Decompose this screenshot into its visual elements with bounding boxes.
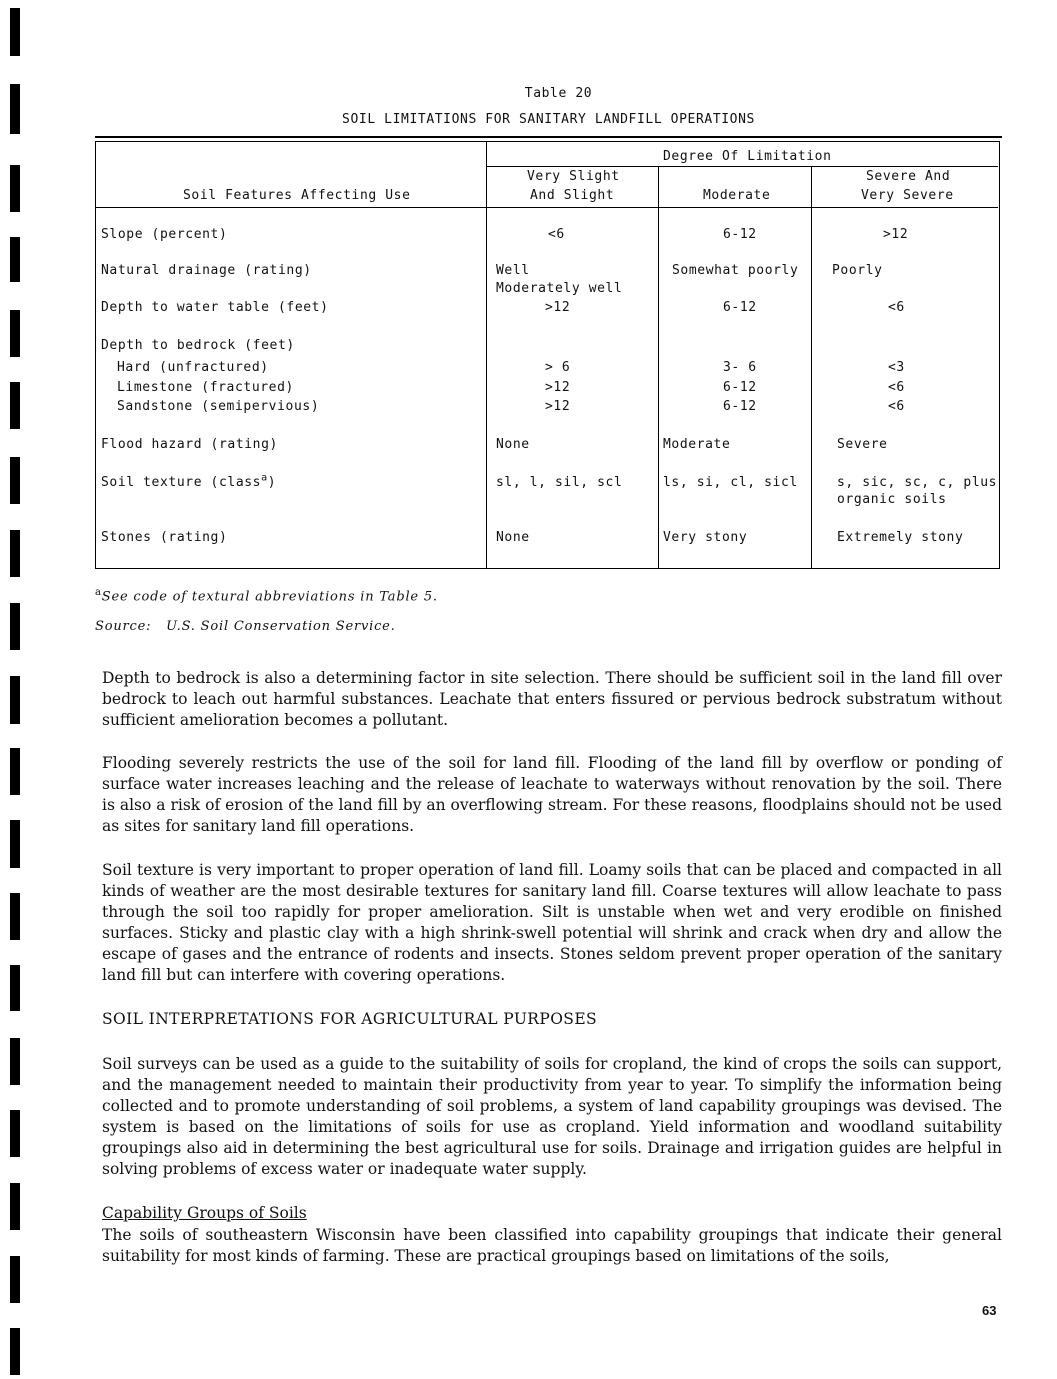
binding-mark [10, 1038, 20, 1085]
row-hard-severe: <3 [888, 360, 905, 375]
header-divider [486, 166, 998, 167]
row-bedrock-feature: Depth to bedrock (feet) [101, 338, 295, 353]
paragraph-capability: The soils of southeastern Wisconsin have been classified into capability groupings that indicate their general suitability for most kinds of farming. These are practical groupings based on limitations of the soils, [102, 1226, 1002, 1265]
binding-mark [10, 1328, 20, 1375]
row-slope-feature: Slope (percent) [101, 227, 228, 242]
binding-mark [10, 237, 20, 282]
header-degree-of-limitation: Degree Of Limitation [663, 149, 832, 164]
row-hard-moderate: 3- 6 [723, 360, 757, 375]
row-drainage-moderate: Somewhat poorly [672, 263, 799, 278]
binding-mark [10, 1183, 20, 1230]
row-flood-moderate: Moderate [663, 437, 731, 452]
binding-mark [10, 530, 20, 577]
row-stones-severe: Extremely stony [837, 530, 964, 545]
row-stones-moderate: Very stony [663, 530, 748, 545]
table-footnote: $^a$See code of textural abbreviations in Table 5. [95, 587, 438, 605]
column-divider [658, 166, 659, 568]
row-stones-slight: None [496, 530, 530, 545]
section-heading: SOIL INTERPRETATIONS FOR AGRICULTURAL PURPOSES [102, 1010, 598, 1028]
row-stones-feature: Stones (rating) [101, 530, 228, 545]
header-feature-column: Soil Features Affecting Use [183, 188, 411, 203]
row-water-severe: <6 [888, 300, 905, 315]
page-number: 63 [982, 1303, 997, 1318]
column-divider [811, 166, 812, 568]
paragraph-agricultural: Soil surveys can be used as a guide to the suitability of soils for cropland, the kind of crops the soils can support, and the management needed to maintain their productivity from year to year. To simplify the information being collected and to promote understanding of soil problems, a system of land capability groupings was devised. The system is based on the limitations of soils for use as cropland. Yield information and woodland suitability groupings also aid in determining the best agricultural use for soils. Drainage and irrigation guides are helpful in solving problems of excess water or inadequate water supply. [102, 1055, 1002, 1178]
row-drainage-feature: Natural drainage (rating) [101, 263, 312, 278]
row-texture-severe: s, sic, sc, c, plus [837, 475, 998, 490]
row-texture-feature: Soil texture (class$^a$) [101, 472, 277, 490]
header-very-slight: Very Slight [527, 169, 620, 184]
row-sandstone-moderate: 6-12 [723, 399, 757, 414]
binding-mark [10, 1110, 20, 1157]
row-hard-feature: Hard (unfractured) [117, 360, 269, 375]
binding-mark [10, 820, 20, 868]
table-source: Source: U.S. Soil Conservation Service. [95, 619, 396, 634]
row-slope-moderate: 6-12 [723, 227, 757, 242]
row-texture-moderate: ls, si, cl, sicl [663, 475, 798, 490]
row-limestone-slight: >12 [545, 380, 571, 395]
binding-mark [10, 457, 20, 504]
binding-mark [10, 310, 20, 357]
row-hard-slight: > 6 [545, 360, 571, 375]
column-divider [486, 142, 487, 568]
footnote-marker: a [261, 472, 268, 484]
binding-mark [10, 165, 20, 212]
row-water-slight: >12 [545, 300, 571, 315]
row-water-moderate: 6-12 [723, 300, 757, 315]
binding-mark [10, 893, 20, 940]
footnote-marker: a [95, 587, 102, 598]
row-texture-slight: sl, l, sil, scl [496, 475, 623, 490]
header-moderate: Moderate [703, 188, 771, 203]
row-slope-slight: <6 [548, 227, 565, 242]
paragraph-bedrock: Depth to bedrock is also a determining factor in site selection. There should be sufficient soil in the land fill over bedrock to leach out harmful substances. Leachate that enters fissured or pervious bedrock substratum without sufficient amelioration becomes a pollutant. [102, 669, 1002, 729]
subheading-capability-groups: Capability Groups of Soils [102, 1204, 307, 1222]
row-texture-severe-2: organic soils [837, 492, 947, 507]
row-limestone-moderate: 6-12 [723, 380, 757, 395]
row-flood-severe: Severe [837, 437, 888, 452]
binding-mark [10, 748, 20, 795]
table-top-rule [95, 136, 1002, 138]
binding-mark [10, 382, 20, 429]
paragraph-soil-texture: Soil texture is very important to proper operation of land fill. Loamy soils that can be placed and compacted in all kinds of weather are the most desirable textures for sanitary land fill. Coarse textures will allow leachate to pass through the soil too rapidly for proper amelioration. Silt is unstable when wet and very erodible on finished surfaces. Sticky and plastic clay with a high shrink-swell potential will shrink and crack when dry and allow the escape of gases and the entrance of rodents and insects. Stones seldom prevent proper operation of the sanitary land fill but can interfere with covering operations. [102, 861, 1002, 984]
row-limestone-severe: <6 [888, 380, 905, 395]
row-sandstone-slight: >12 [545, 399, 571, 414]
binding-mark [10, 965, 20, 1011]
header-bottom-rule [96, 207, 998, 208]
row-drainage-severe: Poorly [832, 263, 883, 278]
binding-mark [10, 8, 20, 56]
binding-mark [10, 603, 20, 650]
row-water-feature: Depth to water table (feet) [101, 300, 329, 315]
binding-mark [10, 1256, 20, 1303]
paragraph-flooding: Flooding severely restricts the use of the soil for land fill. Flooding of the land fill by overflow or ponding of surface water increases leaching and the release of leachate to waterways without renovation by the soil. There is also a risk of erosion of the land fill by an overflowing stream. For these reasons, floodplains should not be used as sites for sanitary land fill operations. [102, 754, 1002, 835]
binding-mark [10, 676, 20, 724]
row-drainage-slight-2: Moderately well [496, 281, 623, 296]
table-number: Table 20 [524, 86, 593, 101]
header-severe-and: Severe And [866, 169, 951, 184]
row-drainage-slight: Well [496, 263, 530, 278]
header-very-severe: Very Severe [861, 188, 954, 203]
row-flood-slight: None [496, 437, 530, 452]
header-and-slight: And Slight [530, 188, 615, 203]
row-flood-feature: Flood hazard (rating) [101, 437, 278, 452]
table-title: SOIL LIMITATIONS FOR SANITARY LANDFILL OPERATIONS [342, 112, 755, 127]
row-sandstone-severe: <6 [888, 399, 905, 414]
row-slope-severe: >12 [883, 227, 909, 242]
row-sandstone-feature: Sandstone (semipervious) [117, 399, 320, 414]
limitations-table [95, 141, 1000, 569]
row-limestone-feature: Limestone (fractured) [117, 380, 294, 395]
